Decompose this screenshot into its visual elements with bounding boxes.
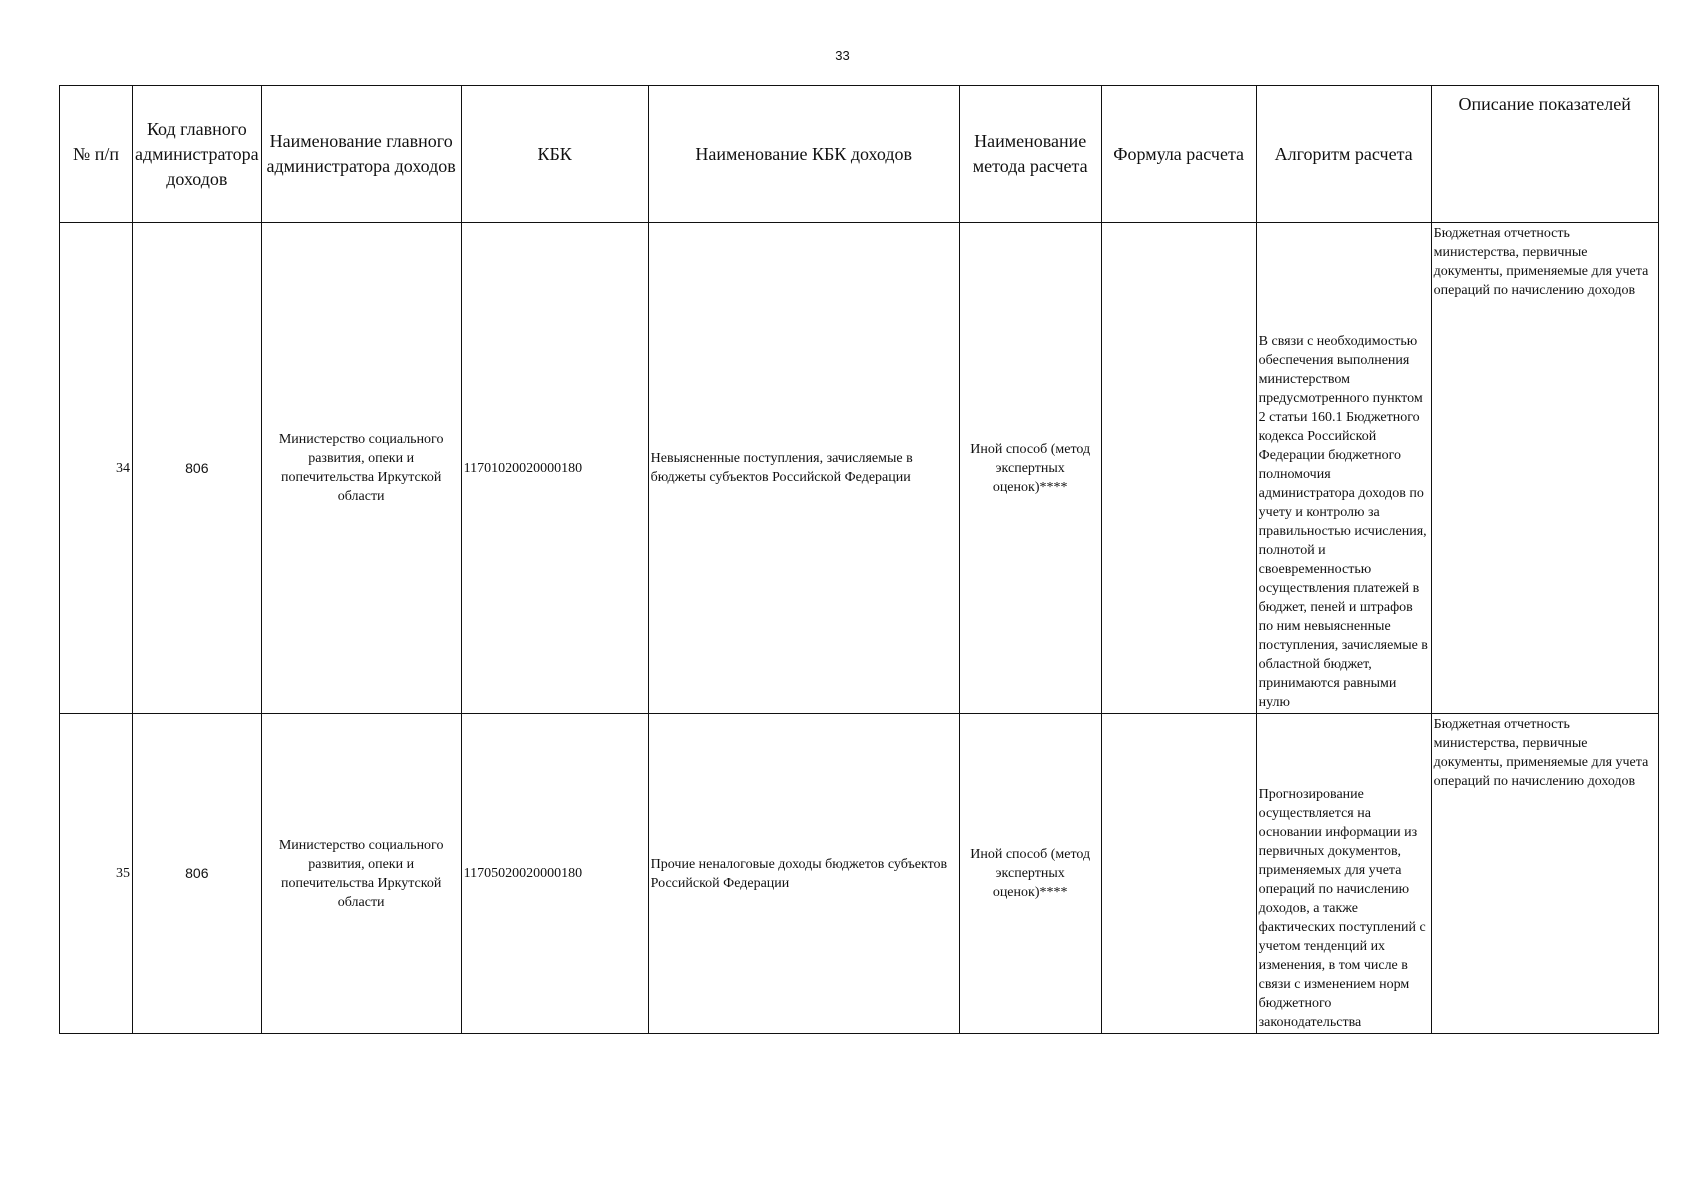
page-number: 33 (835, 48, 850, 63)
row-number: 34 (60, 223, 133, 714)
header-kbk-name: Наименование КБК доходов (648, 86, 959, 223)
header-admin-code: Код главного администратора доходов (133, 86, 262, 223)
row-number: 35 (60, 714, 133, 1034)
method-name: Иной способ (метод экспертных оценок)**** (959, 223, 1101, 714)
admin-code: 806 (133, 714, 262, 1034)
table-row (60, 714, 1659, 1034)
header-description: Описание показателей (1431, 86, 1658, 223)
header-method: Наименование метода расчета (959, 86, 1101, 223)
kbk-code: 11705020020000180 (461, 714, 648, 1034)
kbk-name: Прочие неналоговые доходы бюджетов субъектов Российской Федерации (648, 714, 959, 1034)
admin-name: Министерство социального развития, опеки и попечительства Иркутской области (261, 223, 461, 714)
formula (1101, 714, 1256, 1034)
revenue-methods-table (59, 85, 1659, 1034)
header-kbk: КБК (461, 86, 648, 223)
method-name: Иной способ (метод экспертных оценок)**** (959, 714, 1101, 1034)
header-row (60, 86, 1659, 223)
header-algorithm: Алгоритм расчета (1256, 86, 1431, 223)
kbk-name: Невыясненные поступления, зачисляемые в бюджеты субъектов Российской Федерации (648, 223, 959, 714)
admin-code: 806 (133, 223, 262, 714)
algorithm: Прогнозирование осуществляется на основании информации из первичных документов, применяемых для учета операций по начислению доходов, а также фактических поступлений с учетом тенденций их изменения, в том числе в связи с изменением норм бюджетного законодательства (1256, 714, 1431, 1034)
algorithm: В связи с необходимостью обеспечения выполнения министерством предусмотренного пунктом 2 статьи 160.1 Бюджетного кодекса Российской Федерации бюджетного полномочия администратора доходов по учету и контролю за правильностью исчисления, полнотой и своевременностью осуществления платежей в бюджет, пеней и штрафов по ним невыясненные поступления, зачисляемые в областной бюджет, принимаются равными нулю (1256, 223, 1431, 714)
kbk-code: 11701020020000180 (461, 223, 648, 714)
description: Бюджетная отчетность министерства, первичные документы, применяемые для учета операций по начислению доходов (1431, 714, 1658, 1034)
description: Бюджетная отчетность министерства, первичные документы, применяемые для учета операций по начислению доходов (1431, 223, 1658, 714)
table-row (60, 223, 1659, 714)
header-admin-name: Наименование главного администратора доходов (261, 86, 461, 223)
admin-name: Министерство социального развития, опеки и попечительства Иркутской области (261, 714, 461, 1034)
header-formula: Формула расчета (1101, 86, 1256, 223)
formula (1101, 223, 1256, 714)
header-num: № п/п (60, 86, 133, 223)
